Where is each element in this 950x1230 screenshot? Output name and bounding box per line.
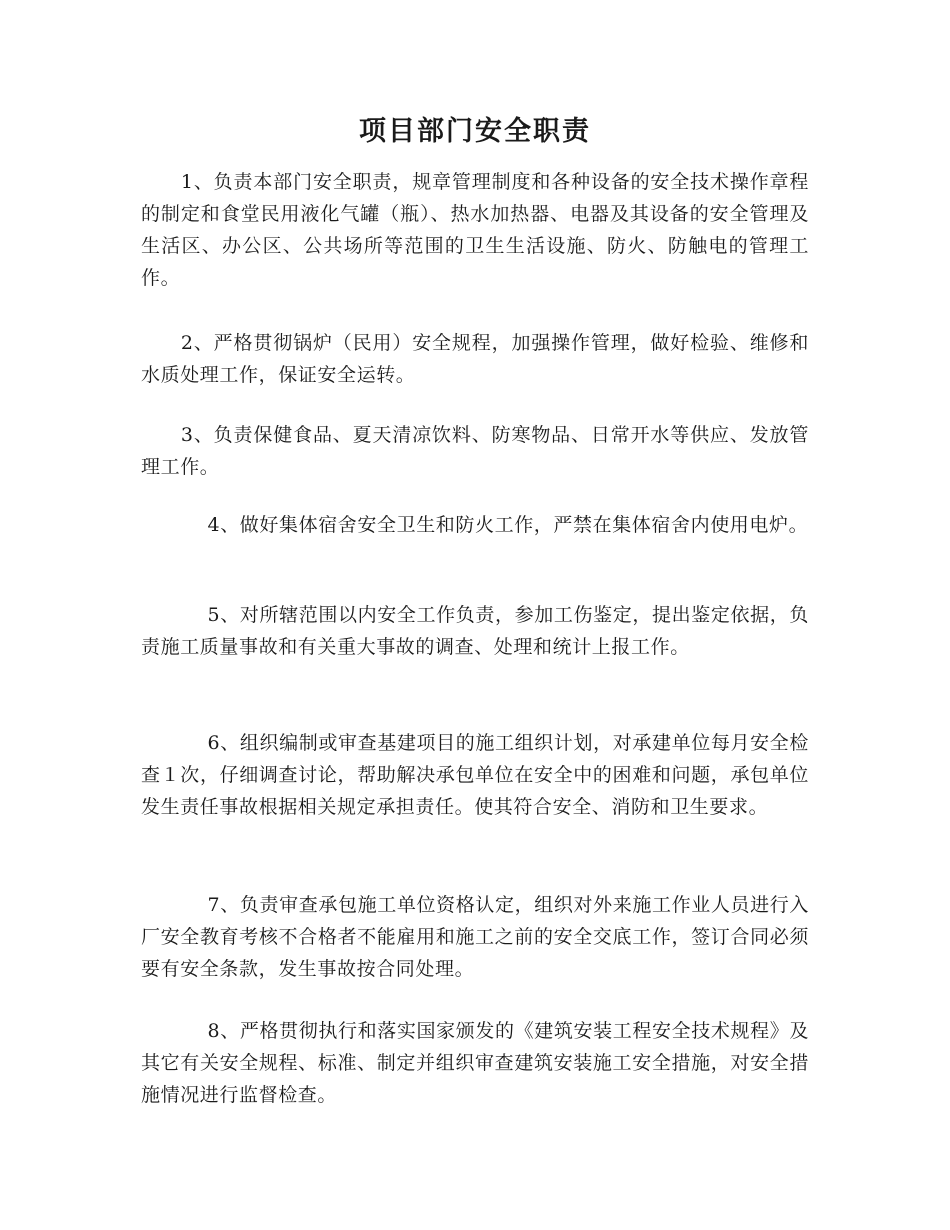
document-title: 项目部门安全职责 [359,116,591,147]
paragraph-7: 7、负责审查承包施工单位资格认定，组织对外来施工作业人员进行入厂安全教育考核不合格者不能雇用和施工之前的安全交底工作，签订合同必须要有安全条款，发生事故按合同处理。 [141,894,809,980]
paragraph-6: 6、组织编制或审查基建项目的施工组织计划，对承建单位每月安全检查１次，仔细调查讨论，帮助解决承包单位在安全中的困难和问题，承包单位发生责任事故根据相关规定承担责任。使其符合安全、消防和卫生要求。 [141,732,809,818]
paragraph-3: 3、负责保健食品、夏天清凉饮料、防寒物品、日常开水等供应、发放管理工作。 [141,424,809,478]
paragraph-2: 2、严格贯彻锅炉（民用）安全规程，加强操作管理，做好检验、维修和水质处理工作，保证安全运转。 [141,332,809,386]
paragraph-8: 8、严格贯彻执行和落实国家颁发的《建筑安装工程安全技术规程》及其它有关安全规程、标准、制定并组织审查建筑安装施工安全措施，对安全措施情况进行监督检查。 [141,1020,809,1106]
paragraph-5: 5、对所辖范围以内安全工作负责，参加工伤鉴定，提出鉴定依据，负责施工质量事故和有关重大事故的调查、处理和统计上报工作。 [141,604,809,658]
paragraph-4: 4、做好集体宿舍安全卫生和防火工作，严禁在集体宿舍内使用电炉。 [207,514,809,536]
paragraph-1: 1、负责本部门安全职责，规章管理制度和各种设备的安全技术操作章程的制定和食堂民用液化气罐（瓶）、热水加热器、电器及其设备的安全管理及生活区、办公区、公共场所等范围的卫生生活设施、防火、防触电的管理工作。 [141,171,809,289]
